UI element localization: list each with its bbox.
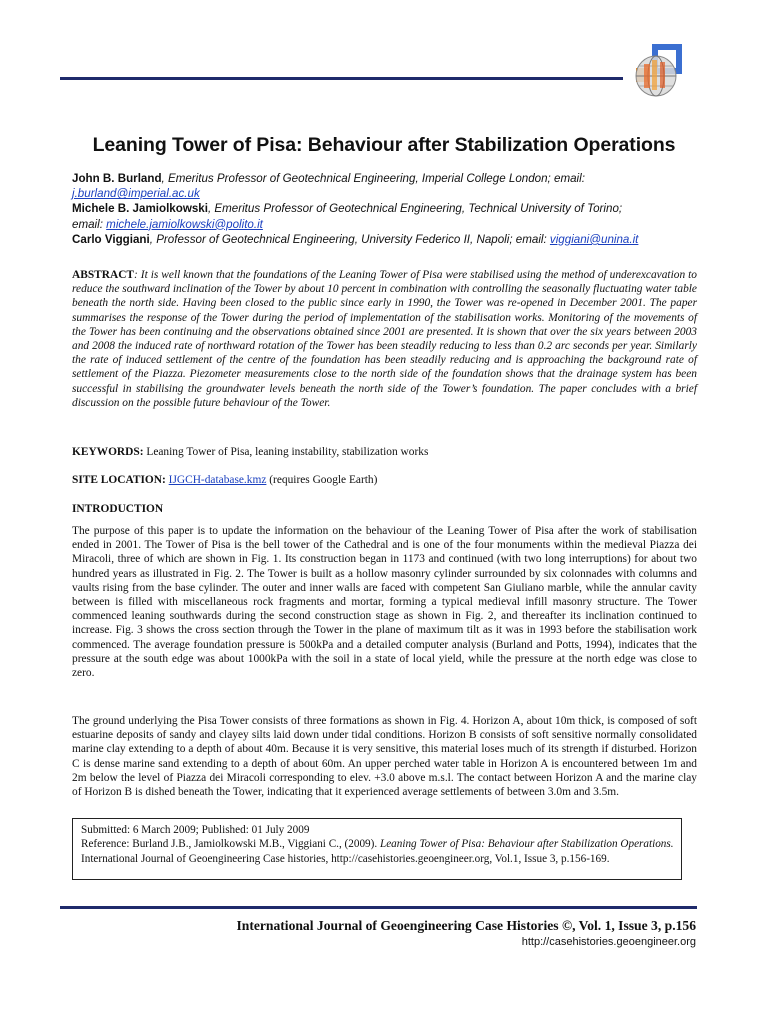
abstract-label: ABSTRACT [72, 269, 135, 281]
author-1 [72, 171, 712, 186]
header-rule [60, 77, 623, 80]
author-name: Michele B. Jamiolkowski [72, 202, 208, 216]
author-email-link[interactable]: michele.jamiolkowski@polito.it [106, 217, 263, 231]
journal-url[interactable]: http://casehistories.geoengineer.org [521, 936, 696, 948]
kmz-link[interactable]: IJGCH-database.kmz [168, 474, 267, 486]
site-location [72, 474, 697, 486]
author-name: Carlo Viggiani [72, 232, 150, 246]
citation-suffix: International Journal of Geoengineering Case histories, http://casehistories.geoengineer.org, Vol.1, Issue 3, p.156-169. [81, 852, 610, 865]
citation [81, 837, 681, 866]
site-location-note: (requires Google Earth) [266, 474, 378, 486]
author-affiliation: , Professor of Geotechnical Engineering, University Federico II, Napoli; email: [149, 232, 550, 246]
keywords-text: Leaning Tower of Pisa, leaning instability, stabilization works [143, 446, 429, 458]
keywords [72, 446, 697, 458]
author-2-email-line [72, 217, 712, 232]
author-email-link[interactable]: j.burland@imperial.ac.uk [72, 187, 200, 201]
author-1-email-line [72, 186, 712, 201]
author-affiliation: , Emeritus Professor of Geotechnical Engineering, Technical University of Torino; [207, 202, 623, 216]
journal-logo-icon [630, 42, 692, 104]
intro-paragraph-1: The purpose of this paper is to update the information on the behaviour of the Leaning Tower of Pisa after the work of stabilisation ended in 2001. The Tower of Pisa is the bell tower of the Cathedral and is one of the four monuments within the medieval Piazza dei Miracoli, three of which are shown in Fig. 1. Its construction began in 1173 and continued (with two long interruptions) for about two hundred years as illustrated in Fig. 2. The Tower is built as a hollow masonry cylinder surrounded by six colonnades with columns and vaults rising from the base cylinder. The outer and inner walls are faced with competent San Giuliano marble, while the annular cavity between is filled with miscellaneous rock fragments and mortar, forming a typical medieval infill masonry structure. The Tower commenced leaning southwards during the second construction stage as shown in Fig. 2, and thereafter its inclination continued to increase. Fig. 3 shows the cross section through the Tower in the plane of maximum tilt as it was in 1993 before the stabilisation work commenced. The average foundation pressure is 500kPa and a detailed computer analysis (Burland and Potts, 1994), indicates that the pressure at the south edge was about 1000kPa with the soil in a state of local yield, while the pressure at the north edge was close to zero. [72, 525, 697, 680]
keywords-label: KEYWORDS: [72, 446, 144, 458]
introduction-heading: INTRODUCTION [72, 503, 164, 515]
citation-prefix: Reference: Burland J.B., Jamiolkowski M.B., Viggiani C., (2009). [81, 838, 380, 851]
citation-title: Leaning Tower of Pisa: Behaviour after Stabilization Operations. [379, 838, 674, 851]
author-email-link[interactable]: viggiani@unina.it [549, 232, 639, 246]
footer-rule [60, 906, 697, 909]
abstract [72, 268, 697, 410]
author-3 [72, 232, 712, 247]
journal-footer: International Journal of Geoengineering Case Histories ©, Vol. 1, Issue 3, p.156 [236, 918, 696, 933]
abstract-text: : It is well known that the foundations of the Leaning Tower of Pisa were stabilised using the method of underexcavation to reduce the southward inclination of the Tower by about 10 percent in combination with controlling the seasonally fluctuating water table beneath the north side. Having been closed to the public since early in 1990, the Tower was re-opened in December 2001. The paper summarises the response of the Tower during the period of implementation of the stabilisation works. Monitoring of the movements of the Tower has been continuing and the observations obtained since 2001 are presented. It is shown that over the six years between 2003 and 2008 the induced rate of northward rotation of the Tower has been steadily reducing to less than 0.2 arc seconds per year. Similarly the rate of induced settlement of the centre of the foundation has been steadily reducing and is approaching the background rate of settlement of the Piazza. Piezometer measurements close to the north side of the foundation shows that the drainage system has been successful in stabilising the groundwater levels beneath the north side of the Tower’s foundation. The paper concludes with a brief discussion on the possible future behaviour of the Tower. [72, 269, 697, 409]
author-2 [72, 201, 712, 216]
site-location-label: SITE LOCATION: [72, 474, 166, 486]
author-affiliation: , Emeritus Professor of Geotechnical Engineering, Imperial College London; email: [161, 172, 585, 185]
intro-paragraph-2: The ground underlying the Pisa Tower consists of three formations as shown in Fig. 4. Horizon A, about 10m thick, is composed of soft estuarine deposits of sandy and clayey silts laid down under tidal conditions. Horizon B consists of soft sensitive normally consolidated marine clay extending to a depth of about 40m. Because it is very sensitive, this material loses much of its strength if disturbed. Horizon C is dense marine sand extending to a depth of about 60m. An upper perched water table in Horizon A is encountered between 1m and 2m below the level of Piazza dei Miracoli corresponding to elev. +3.0 above m.s.l. The contact between Horizon A and the marine clay of Horizon B is dished beneath the Tower, indicating that it experienced average settlements of between 3.0m and 3.5m. [72, 715, 697, 799]
author-list [72, 171, 712, 247]
reference-box [72, 818, 682, 880]
paper-title: Leaning Tower of Pisa: Behaviour after Stabilization Operations [92, 134, 676, 156]
email-prefix: email: [72, 217, 107, 231]
submission-dates: Submitted: 6 March 2009; Published: 01 July 2009 [81, 824, 310, 836]
author-name: John B. Burland [72, 172, 162, 185]
